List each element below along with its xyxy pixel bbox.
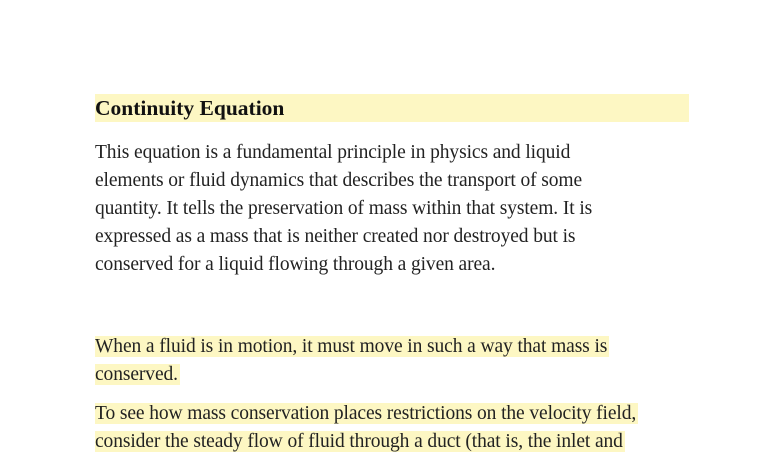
paragraph-line: conserved. — [95, 364, 178, 385]
highlighted-paragraph — [95, 333, 695, 389]
intro-paragraph — [95, 139, 655, 279]
paragraph-line: consider the steady flow of fluid through a duct (that is, the inlet and — [95, 431, 623, 452]
highlighted-paragraph — [95, 400, 695, 456]
paragraph-line: This equation is a fundamental principle in physics and liquid — [95, 142, 571, 163]
paragraph-line: quantity. It tells the preservation of mass within that system. It is — [95, 198, 593, 219]
paragraph-line: elements or fluid dynamics that describes the transport of some — [95, 170, 583, 191]
section-heading: Continuity Equation — [95, 94, 689, 122]
paragraph-line: When a fluid is in motion, it must move in such a way that mass is — [95, 336, 608, 357]
paragraph-line: conserved for a liquid flowing through a given area. — [95, 254, 496, 275]
paragraph-line: expressed as a mass that is neither created nor destroyed but is — [95, 226, 576, 247]
paragraph-line: To see how mass conservation places restrictions on the velocity field, — [95, 403, 637, 424]
